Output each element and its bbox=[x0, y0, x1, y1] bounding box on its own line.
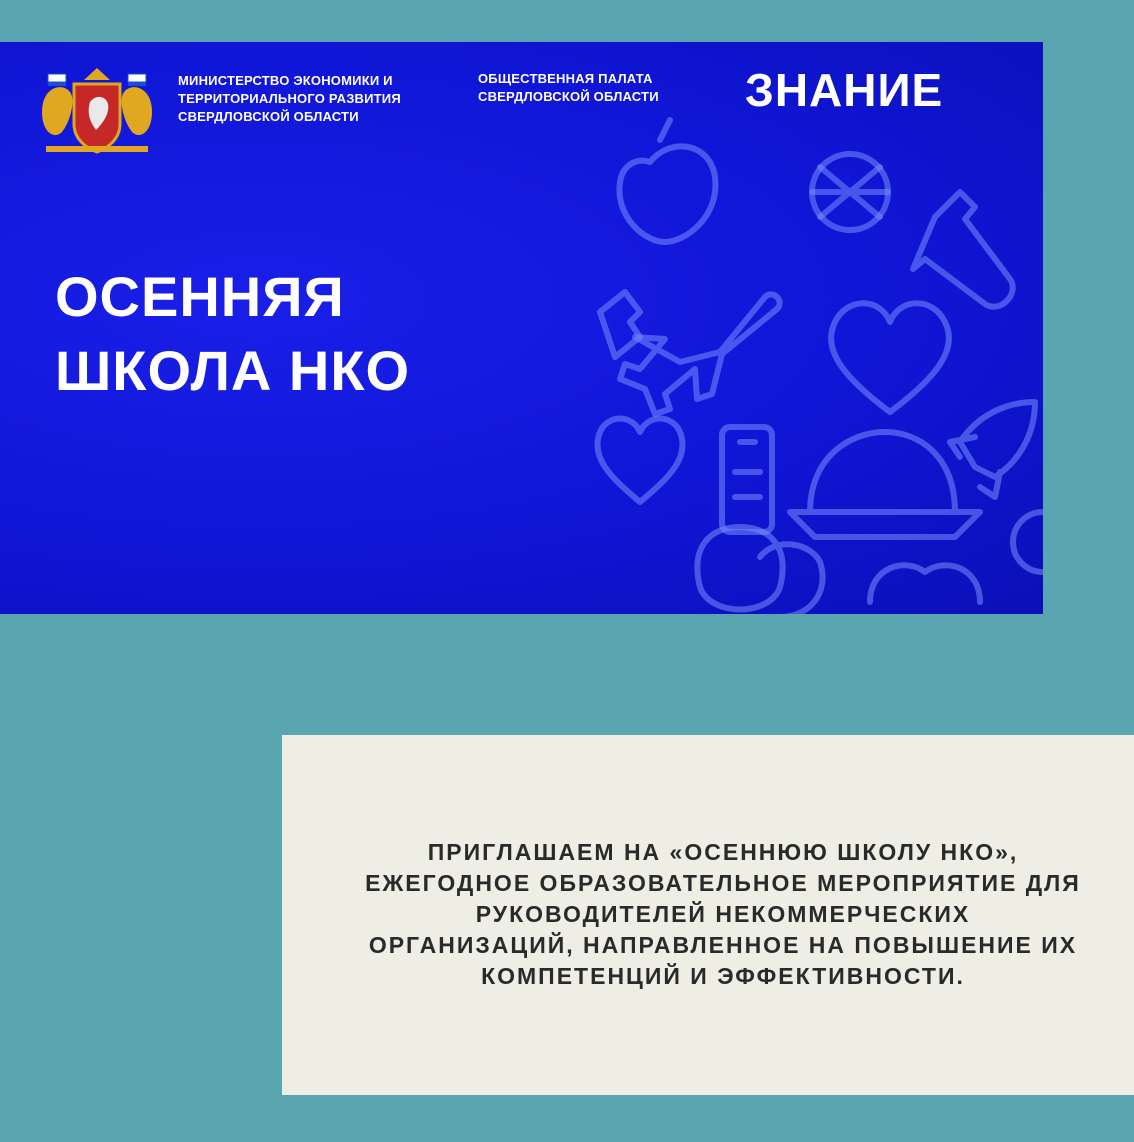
chamber-line-2: СВЕРДЛОВСКОЙ ОБЛАСТИ bbox=[478, 89, 659, 104]
theatre-masks-icon bbox=[697, 527, 822, 614]
phone-icon bbox=[722, 427, 772, 532]
ministry-line-3: СВЕРДЛОВСКОЙ ОБЛАСТИ bbox=[178, 109, 359, 124]
title-line-1: ОСЕННЯЯ bbox=[55, 265, 345, 328]
globe-icon bbox=[812, 154, 888, 230]
event-banner bbox=[0, 42, 1043, 614]
announcement-text bbox=[282, 837, 1134, 992]
ministry-name bbox=[178, 72, 401, 126]
announcement-line-1: ПРИГЛАШАЕМ НА «ОСЕННЮЮ ШКОЛУ НКО», bbox=[427, 839, 1019, 865]
announcement-line-2: ЕЖЕГОДНОЕ ОБРАЗОВАТЕЛЬНОЕ МЕРОПРИЯТИЕ ДЛЯ bbox=[365, 870, 1081, 896]
ministry-line-1: МИНИСТЕРСТВО ЭКОНОМИКИ И bbox=[178, 73, 393, 88]
announcement-card bbox=[282, 735, 1134, 1095]
announcement-line-5: КОМПЕТЕНЦИЙ И ЭФФЕКТИВНОСТИ. bbox=[481, 963, 965, 989]
znanie-logo: ЗНАНИЕ bbox=[745, 64, 944, 116]
announcement-line-4: ОРГАНИЗАЦИЙ, НАПРАВЛЕННОЕ НА ПОВЫШЕНИЕ ИХ bbox=[368, 932, 1078, 958]
heart-outline-icon bbox=[597, 419, 682, 503]
announcement-line-3: РУКОВОДИТЕЛЕЙ НЕКОММЕРЧЕСКИХ bbox=[475, 901, 971, 927]
heart-icon bbox=[831, 303, 949, 412]
public-chamber-name bbox=[478, 70, 659, 106]
circle-icon bbox=[1013, 512, 1043, 572]
apple-icon bbox=[619, 120, 715, 242]
apple-bottom-icon bbox=[870, 565, 980, 602]
rocket-icon bbox=[950, 402, 1035, 497]
title-line-2: ШКОЛА НКО bbox=[55, 339, 411, 402]
bottle-icon bbox=[913, 192, 1013, 307]
chamber-line-1: ОБЩЕСТВЕННАЯ ПАЛАТА bbox=[478, 71, 653, 86]
airplane-icon bbox=[620, 294, 780, 414]
banner-title bbox=[55, 260, 410, 408]
ticket-icon bbox=[600, 292, 640, 357]
ministry-line-2: ТЕРРИТОРИАЛЬНОГО РАЗВИТИЯ bbox=[178, 91, 401, 106]
coat-of-arms-icon bbox=[38, 62, 156, 156]
